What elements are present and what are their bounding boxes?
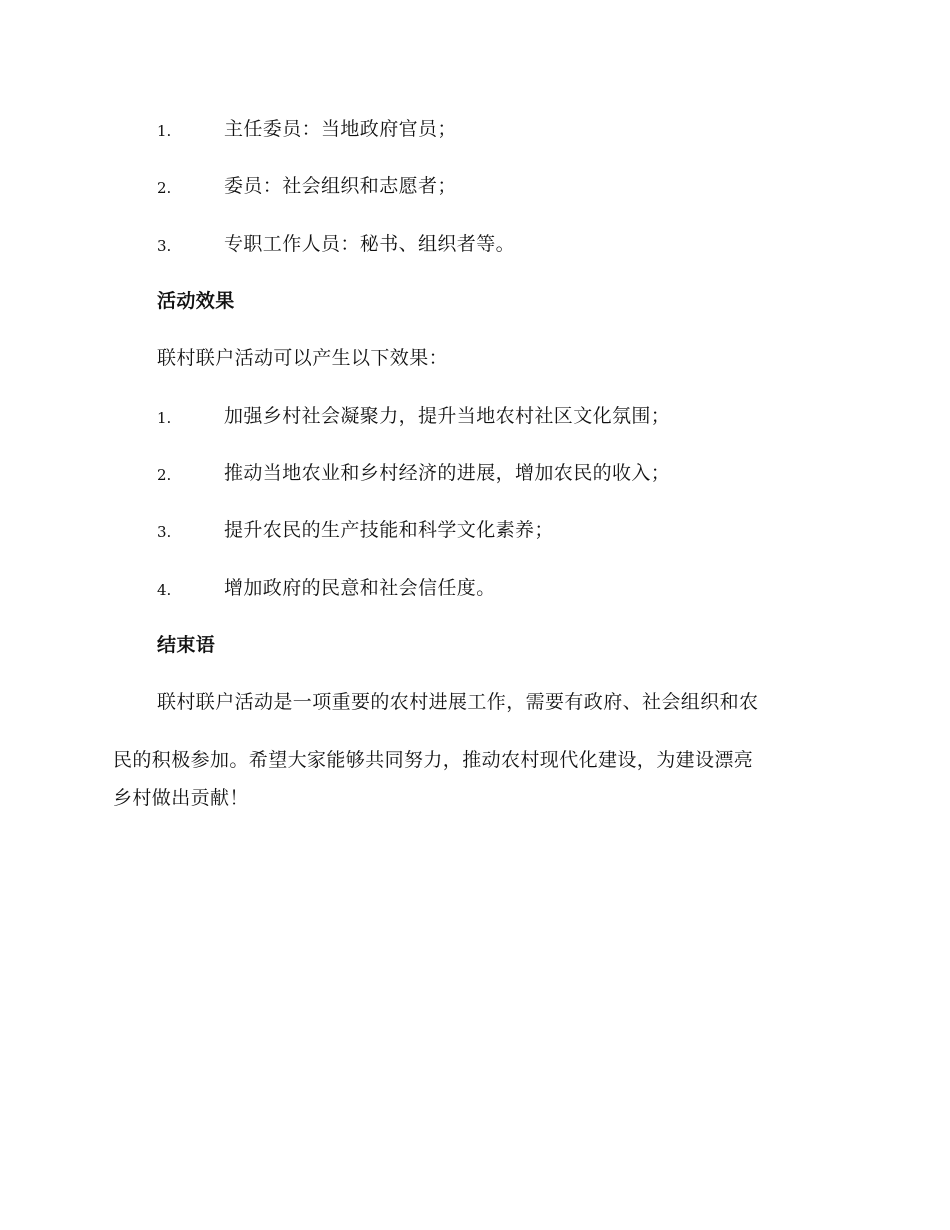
list-item (0, 229, 950, 259)
list-text: 加强乡村社会凝聚力，提升当地农村社区文化氛围； (224, 405, 671, 427)
list-item (0, 573, 950, 603)
conclusion-line: 联村联户活动是一项重要的农村进展工作，需要有政府、社会组织和农 (157, 691, 759, 713)
list-item (0, 401, 950, 431)
list-item (0, 458, 950, 488)
list-number: 1. (157, 409, 172, 427)
list-item (0, 515, 950, 545)
list-number: 3. (157, 523, 172, 541)
list-text: 增加政府的民意和社会信任度。 (224, 577, 496, 599)
list-text: 推动当地农业和乡村经济的进展，增加农民的收入； (224, 462, 671, 484)
list-number: 3. (157, 237, 172, 255)
list-number: 4. (157, 581, 172, 599)
section-heading-effect: 活动效果 (157, 290, 235, 312)
list-number: 1. (157, 122, 172, 140)
list-number: 2. (157, 179, 172, 197)
list-item (0, 171, 950, 201)
list-text: 提升农民的生产技能和科学文化素养； (224, 519, 554, 541)
conclusion-line: 民的积极参加。希望大家能够共同努力，推动农村现代化建设，为建设漂亮 (113, 749, 754, 771)
conclusion-line: 乡村做出贡献！ (113, 787, 249, 809)
section-heading-conclusion: 结束语 (157, 634, 216, 656)
list-text: 主任委员：当地政府官员； (224, 118, 457, 140)
list-number: 2. (157, 466, 172, 484)
list-text: 专职工作人员：秘书、组织者等。 (224, 233, 516, 255)
section-intro: 联村联户活动可以产生以下效果： (157, 347, 449, 369)
list-text: 委员：社会组织和志愿者； (224, 175, 457, 197)
list-item (0, 114, 950, 144)
